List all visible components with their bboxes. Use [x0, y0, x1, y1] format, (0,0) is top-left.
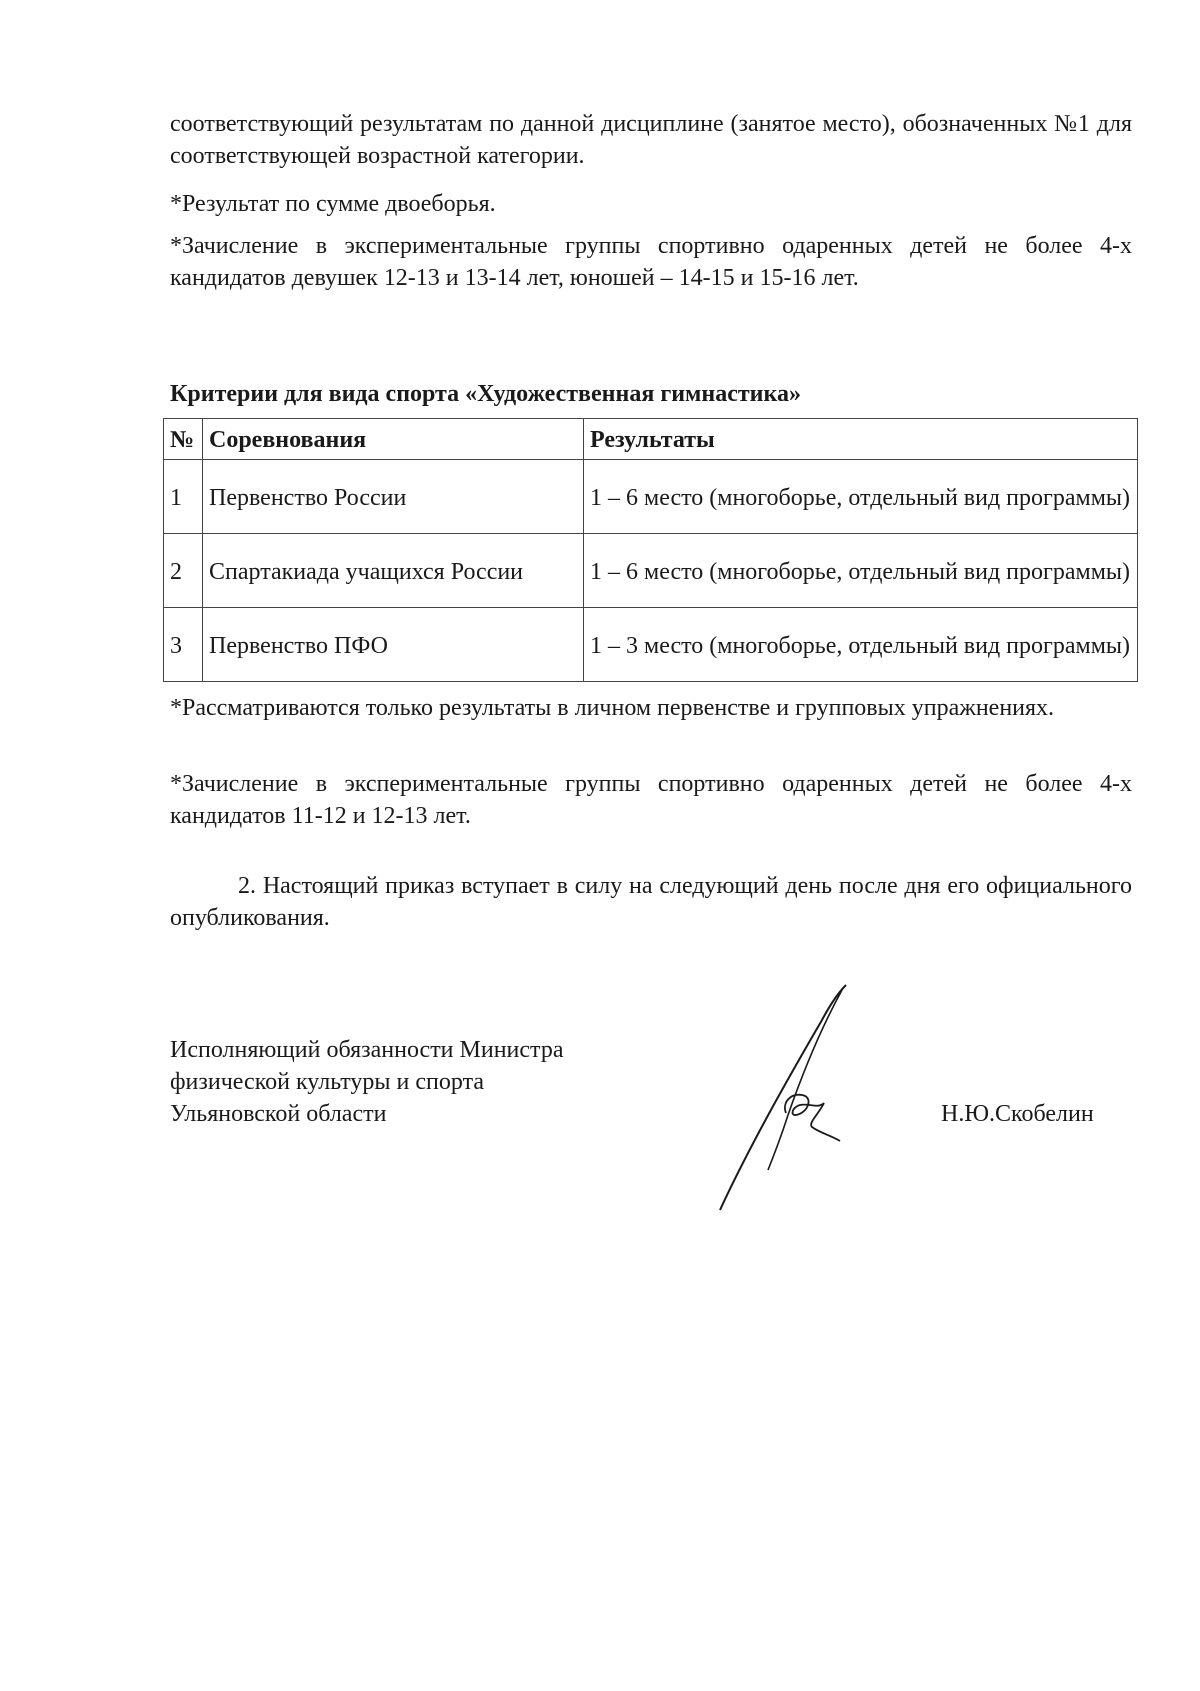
row-result: 1 – 3 место (многоборье, отдельный вид программы)	[584, 608, 1138, 682]
section-note-2: *Зачисление в экспериментальные группы спортивно одаренных детей не более 4-х кандидатов 11-12 и 12-13 лет.	[170, 771, 1132, 829]
row-num: 1	[164, 460, 203, 534]
handwritten-signature	[710, 975, 910, 1215]
intro-paragraph: соответствующий результатам по данной дисциплине (занятое место), обозначенных №1 для соответствующей возрастной категории.	[170, 111, 1132, 169]
signatory-title	[170, 1034, 563, 1130]
intro-note-1: *Результат по сумме двоеборья.	[170, 191, 496, 217]
section-heading: Критерии для вида спорта «Художественная гимнастика»	[170, 381, 801, 407]
criteria-table	[163, 418, 1138, 682]
signatory-line-2: физической культуры и спорта	[170, 1069, 485, 1095]
row-competition: Спартакиада учащихся России	[203, 534, 584, 608]
table-header-row	[164, 419, 1138, 460]
header-num: №	[164, 419, 203, 460]
signatory-name: Н.Ю.Скобелин	[941, 1101, 1094, 1127]
table-row	[164, 534, 1138, 608]
table-row	[164, 608, 1138, 682]
header-results: Результаты	[584, 419, 1138, 460]
row-num: 2	[164, 534, 203, 608]
table-row	[164, 460, 1138, 534]
section-note-1: *Рассматриваются только результаты в личном первенстве и групповых упражнениях.	[170, 695, 1055, 721]
row-num: 3	[164, 608, 203, 682]
signatory-line-1: Исполняющий обязанности Министра	[170, 1037, 564, 1063]
row-result: 1 – 6 место (многоборье, отдельный вид программы)	[584, 460, 1138, 534]
intro-note-2: *Зачисление в экспериментальные группы спортивно одаренных детей не более 4-х кандидатов девушек 12-13 и 13-14 лет, юношей – 14-15 и 15-16 лет.	[170, 233, 1132, 291]
row-competition: Первенство ПФО	[203, 608, 584, 682]
signatory-line-3: Ульяновской области	[170, 1101, 387, 1127]
header-competition: Соревнования	[203, 419, 584, 460]
row-competition: Первенство России	[203, 460, 584, 534]
row-result: 1 – 6 место (многоборье, отдельный вид программы)	[584, 534, 1138, 608]
clause-2: 2. Настоящий приказ вступает в силу на следующий день после дня его официального опубликования.	[170, 873, 1132, 931]
